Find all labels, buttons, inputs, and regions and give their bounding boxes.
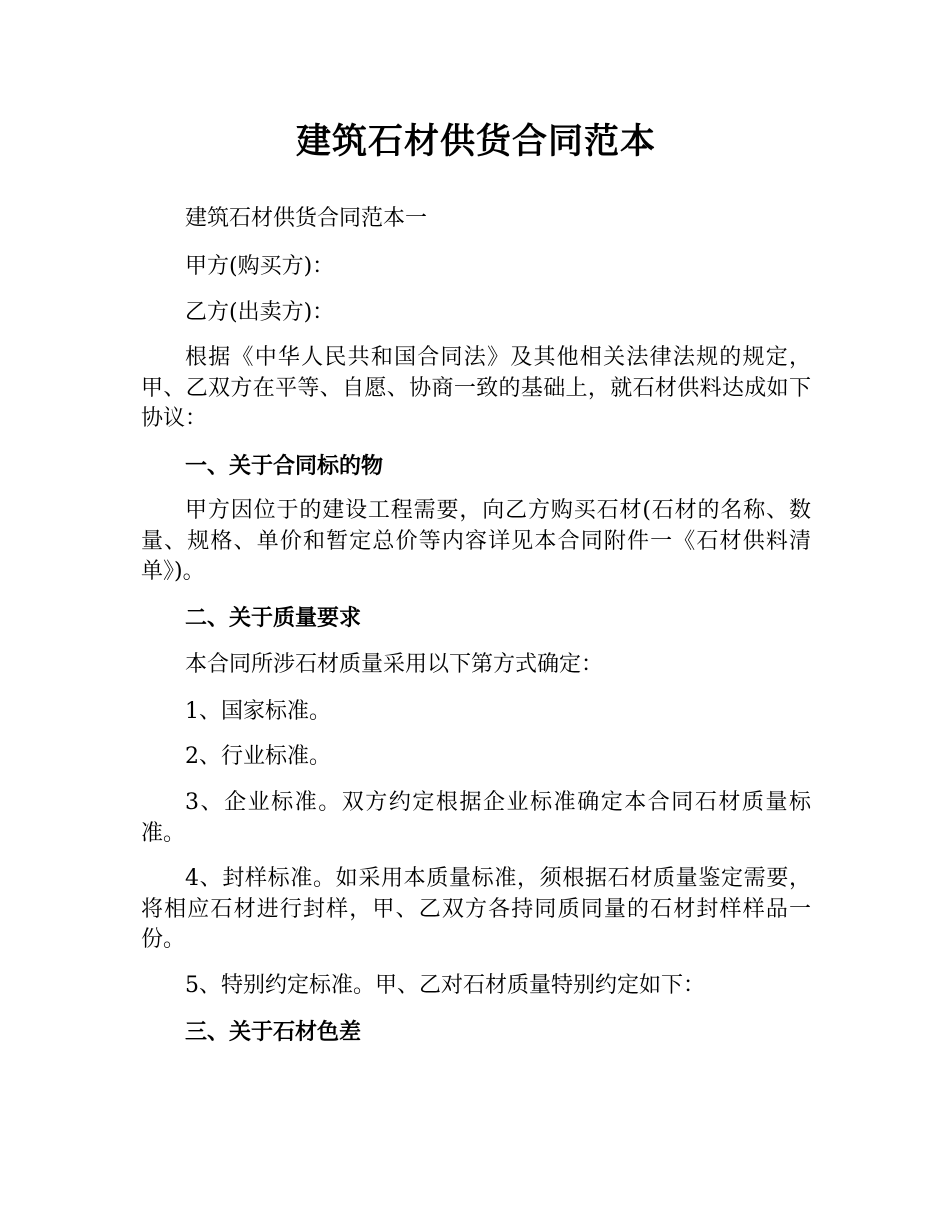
quality-item-4: 4、封样标准。如采用本质量标准，须根据石材质量鉴定需要，将相应石材进行封样，甲、乙双方各持同质同量的石材封样样品一份。 (141, 866, 811, 952)
subject-paragraph: 甲方因位于的建设工程需要，向乙方购买石材(石材的名称、数量、规格、单价和暂定总价等内容详见本合同附件一《石材供料清单》)。 (141, 498, 811, 584)
preamble-paragraph: 根据《中华人民共和国合同法》及其他相关法律法规的规定，甲、乙双方在平等、自愿、协商一致的基础上，就石材供料达成如下协议： (141, 345, 811, 431)
section-heading-subject: 一、关于合同标的物 (185, 454, 384, 479)
party-b-line: 乙方(出卖方)： (185, 300, 335, 325)
quality-item-2: 2、行业标准。 (185, 744, 331, 769)
quality-item-5: 5、特别约定标准。甲、乙对石材质量特别约定如下： (185, 973, 705, 998)
quality-item-3: 3、企业标准。双方约定根据企业标准确定本合同石材质量标准。 (141, 790, 811, 846)
contract-subtitle: 建筑石材供货合同范本一 (185, 206, 428, 231)
party-a-line: 甲方(购买方)： (185, 254, 335, 279)
quality-intro-paragraph: 本合同所涉石材质量采用以下第方式确定： (185, 652, 604, 677)
section-heading-quality: 二、关于质量要求 (185, 606, 362, 631)
section-heading-color: 三、关于石材色差 (185, 1020, 362, 1045)
document-title: 建筑石材供货合同范本 (295, 122, 656, 162)
quality-item-1: 1、国家标准。 (185, 699, 331, 724)
